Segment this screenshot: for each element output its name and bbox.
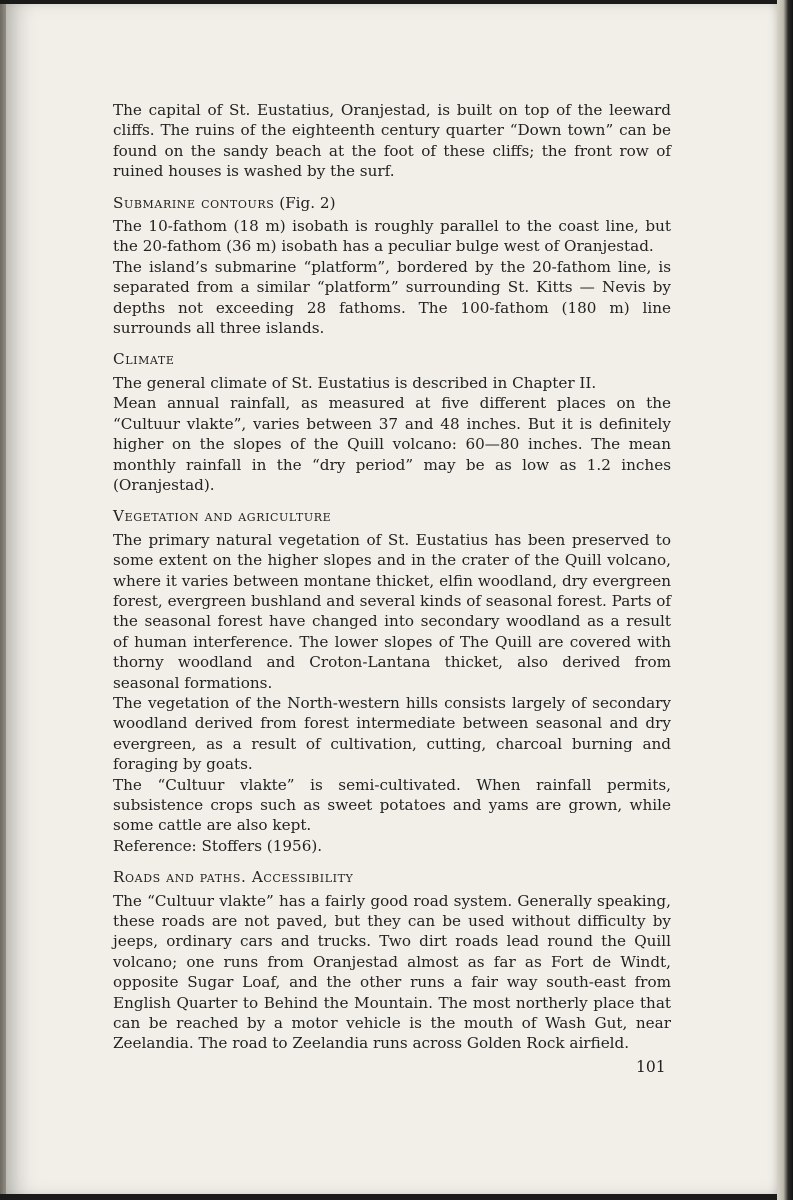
paragraph: Mean annual rainfall, as measured at five different places on the “Cultuur vlakte”, varies between 37 and 48 inches. But it is definitely higher on the slopes of the Quill volcano: 60—80 inches. The mean monthly rainfall in the “dry period” may be as low as 1.2 inches (Oranjestad). (113, 394, 671, 494)
paragraph: The “Cultuur vlakte” is semi-cultivated. When rainfall permits, subsistence crops such as sweet potatoes and yams are grown, while some cattle are also kept. (113, 775, 671, 835)
section-heading-text: Submarine contours (113, 193, 275, 212)
intro-paragraph: The capital of St. Eustatius, Oranjestad, is built on top of the leeward cliffs. The ruins of the eighteenth century quarter “Down town” can be found on the sandy beach at the foot of these cliffs; the front row of ruined houses is washed by the surf. (113, 101, 671, 181)
paragraph: The primary natural vegetation of St. Eustatius has been preserved to some extent on the higher slopes and in the crater of the Quill volcano, where it varies between montane thicket, elfin woodland, dry evergreen forest, evergreen bushland and several kinds of seasonal forest. Parts of the seasonal forest have changed into secondary woodland as a result of human interference. The lower slopes of The Quill are covered with thorny woodland and Croton-Lantana thicket, also derived from seasonal formations. (113, 530, 671, 692)
figure-reference: (Fig. 2) (274, 193, 336, 212)
page-edge (777, 0, 793, 1200)
paragraph: The “Cultuur vlakte” has a fairly good road system. Generally speaking, these roads are not paved, but they can be used without difficulty by jeeps, ordinary cars and trucks. Two dirt roads lead round the Quill volcano; one runs from Oranjestad almost as far as Fort de Windt, opposite Sugar Loaf, and the other runs a fair way south-east from English Quarter to Behind the Mountain. The most northerly place that can be reached by a motor vehicle is the mouth of Wash Gut, near Zeelandia. The road to Zeelandia runs across Golden Rock airfield. (113, 891, 671, 1053)
page-number: 101 (636, 1058, 666, 1076)
section-heading-climate: Climate (113, 350, 175, 369)
paragraph: The general climate of St. Eustatius is described in Chapter II. (113, 373, 597, 392)
paragraph: The 10-fathom (18 m) isobath is roughly parallel to the coast line, but the 20-fathom (36 m) isobath has a peculiar bulge west of Oranjestad. (113, 217, 671, 256)
paragraph: The vegetation of the North-western hills consists largely of secondary woodland derived from forest intermediate between seasonal and dry evergreen, as a result of cultivation, cutting, charcoal burning and foraging by goats. (113, 693, 671, 774)
paragraph: The island’s submarine “platform”, bordered by the 20-fathom line, is separated from a similar “platform” surrounding St. Kitts — Nevis by depths not exceeding 28 fathoms. The 100-fathom (180 m) line surrounds all three islands. (113, 257, 671, 338)
section-heading-submarine-contours (113, 193, 671, 213)
section-heading-roads: Roads and paths. Accessibility (113, 868, 354, 887)
section-heading-vegetation: Vegetation and agriculture (113, 507, 332, 526)
reference-line: Reference: Stoffers (1956). (113, 836, 323, 855)
page-body (113, 100, 671, 1054)
